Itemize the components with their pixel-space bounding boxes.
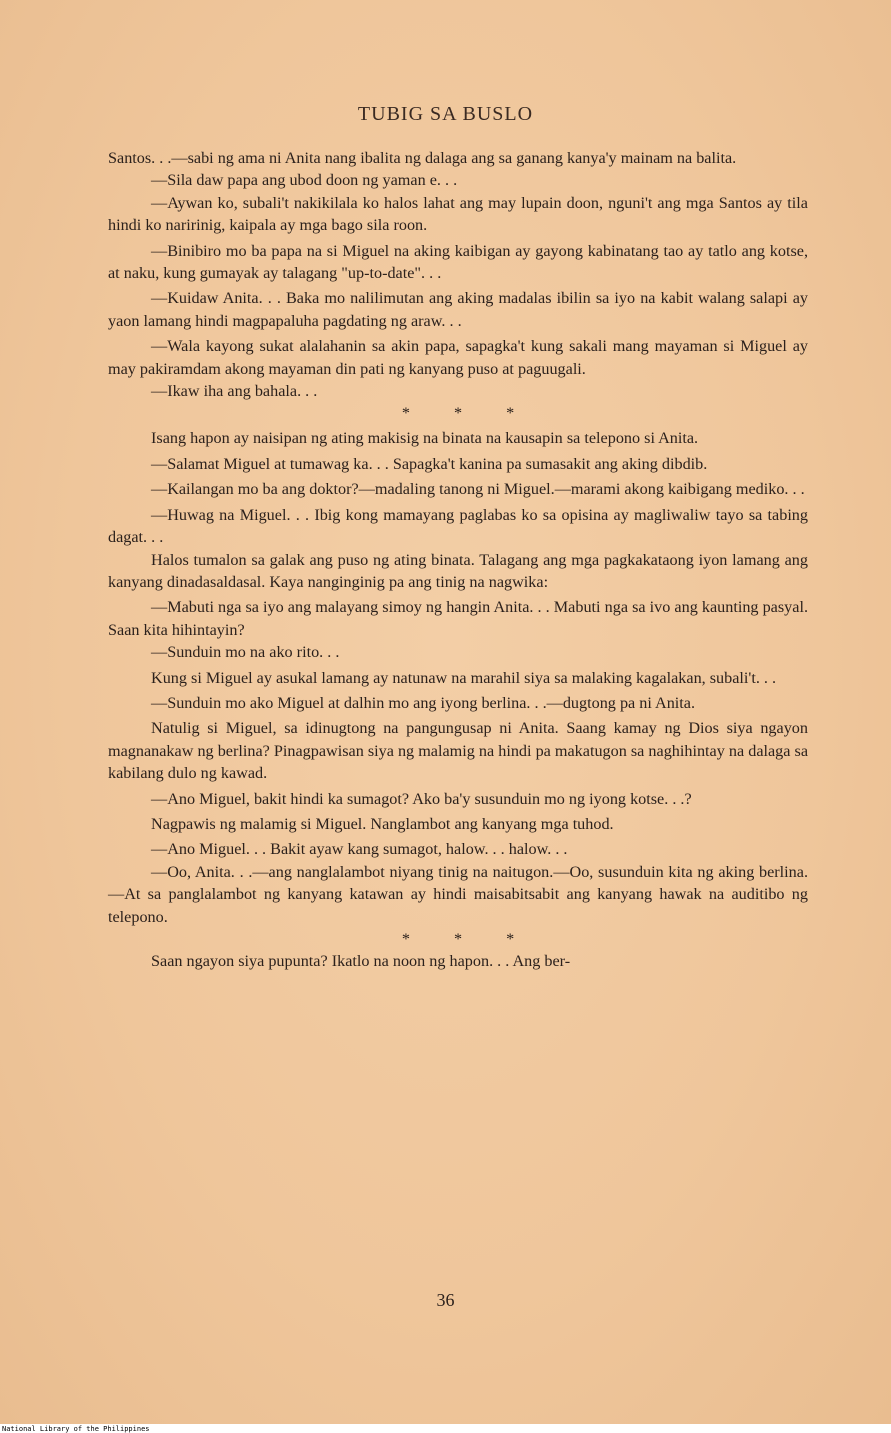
running-title: TUBIG SA BUSLO xyxy=(357,103,534,125)
paragraph-19: Nagpawis ng malamig si Miguel. Nanglambot ang kanyang mga tuhod. xyxy=(151,814,614,833)
paragraph-1: Santos. . .—sabi ng ama ni Anita nang ibalita ng dalaga ang sa ganang kanya'y mainam na balita. xyxy=(108,149,737,167)
paragraph-21: —Oo, Anita. . .—ang nanglalambot niyang tinig na naitugon.—Oo, susunduin kita ng aking berlina.—At sa panglalambot ng kanyang katawan ay hindi maisabitsabit ang kanyang hawak na auditibo ng telepono. xyxy=(108,862,808,926)
paragraph-20: —Ano Miguel. . . Bakit ayaw kang sumagot, halow. . . halow. . . xyxy=(151,840,568,859)
paragraph-15: Kung si Miguel ay asukal lamang ay natunaw na marahil siya sa malaking kagalakan, subali't. . . xyxy=(151,668,777,687)
library-credit: National Library of the Philippines xyxy=(2,1425,150,1433)
paragraph-3: —Aywan ko, subali't nakikilala ko halos lahat ang may lupain doon, nguni't ang mga Santos ay tila hindi ko naririnig, kaipala ay mga bago sila roon. xyxy=(108,193,808,235)
section-break: * * * xyxy=(401,404,535,423)
paragraph-9: —Salamat Miguel at tumawag ka. . . Sapagka't kanina pa sumasakit ang aking dibdib. xyxy=(151,454,708,473)
page-number: 36 xyxy=(436,1290,455,1310)
paragraph-4: —Binibiro mo ba papa na si Miguel na aking kaibigan ay gayong kabinatang tao ay tatlo ang kotse, at naku, kung gumayak ay talagang "up-to-date". . . xyxy=(108,241,808,283)
paragraph-8: Isang hapon ay naisipan ng ating makisig na binata na kausapin sa telepono si Anita. xyxy=(151,429,699,448)
paragraph-13: —Mabuti nga sa iyo ang malayang simoy ng hangin Anita. . . Mabuti nga sa ivo ang kaunting pasyal. Saan kita hihintayin? xyxy=(108,598,808,639)
paragraph-7: —Ikaw iha ang bahala. . . xyxy=(151,382,318,401)
paragraph-16: —Sunduin mo ako Miguel at dalhin mo ang iyong berlina. . .—dugtong pa ni Anita. xyxy=(151,693,696,712)
section-break-2: * * * xyxy=(401,930,535,948)
paragraph-2: —Sila daw papa ang ubod doon ng yaman e. . . xyxy=(151,171,458,190)
paragraph-10: —Kailangan mo ba ang doktor?—madaling tanong ni Miguel.—marami akong kaibigang mediko. . . xyxy=(151,480,805,499)
paragraph-5: —Kuidaw Anita. . . Baka mo nalilimutan ang aking madalas ibilin sa iyo na kabit walang salapi ay yaon lamang hindi magpapaluha pagdating ng araw. . . xyxy=(108,289,808,330)
paragraph-11: —Huwag na Miguel. . . Ibig kong mamayang paglabas ko sa opisina ay magliwaliw tayo sa tabing dagat. . . xyxy=(108,505,808,547)
paragraph-17: Natulig si Miguel, sa idinugtong na pangungusap ni Anita. Saang kamay ng Dios siya ngayon magnanakaw ng berlina? Pinagpawisan siya ng malamig na hindi pa makatugon sa naghihintay na dalaga sa kabilang dulo ng kawad. xyxy=(108,719,808,783)
paragraph-12: Halos tumalon sa galak ang puso ng ating binata. Talagang ang mga pagkakataong iyon lamang ang kanyang dinadasaldasal. Kaya nanginginig pa ang tinig na nagwika: xyxy=(108,550,808,591)
paragraph-6: —Wala kayong sukat alalahanin sa akin papa, sapagka't kung sakali mang mayaman si Miguel ay may pakiramdam akong mayaman din pati ng kanyang puso at paguugali. xyxy=(108,337,808,378)
body-text xyxy=(108,147,808,972)
paragraph-22: Saan ngayon siya pupunta? Ikatlo na noon ng hapon. . . Ang ber- xyxy=(151,952,571,970)
paragraph-14: —Sunduin mo na ako rito. . . xyxy=(151,643,340,662)
paragraph-18: —Ano Miguel, bakit hindi ka sumagot? Ako ba'y susunduin mo ng iyong kotse. . .? xyxy=(151,789,692,808)
